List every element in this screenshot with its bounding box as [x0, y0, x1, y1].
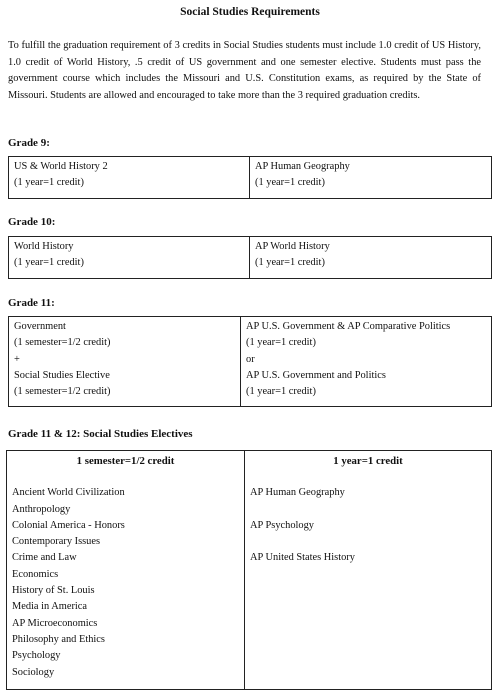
- course-name: AP U.S. Government and Politics: [246, 369, 386, 381]
- grade-10-right-cell: [250, 237, 492, 279]
- list-item: AP United States History: [250, 552, 355, 564]
- course-credit: (1 semester=1/2 credit): [14, 337, 111, 349]
- course-name: Social Studies Elective: [14, 369, 110, 381]
- list-item: Economics: [12, 568, 59, 580]
- list-item: Ancient World Civilization: [12, 487, 125, 499]
- semester-column-header: 1 semester=1/2 credit: [76, 455, 175, 467]
- grade-9-table: [8, 156, 492, 199]
- list-item: Philosophy and Ethics: [12, 633, 105, 645]
- course-credit: (1 year=1 credit): [14, 257, 84, 269]
- course-credit: (1 year=1 credit): [255, 177, 325, 189]
- list-item: AP Microeconomics: [12, 617, 98, 629]
- electives-table: [6, 450, 492, 690]
- course-credit: (1 semester=1/2 credit): [14, 386, 111, 398]
- course-name: US & World History 2: [14, 161, 108, 172]
- course-name: AP U.S. Government & AP Comparative Politics: [246, 321, 451, 332]
- year-column-header: 1 year=1 credit: [333, 455, 403, 467]
- intro-paragraph: To fulfill the graduation requirement of 3 credits in Social Studies students must include 1.0 credit of US History, 1.0 credit of World History, .5 credit of US government and one semester elective. Students must pass the government course which includes the Missouri and U.S. Constitution exams, as required by the State of Missouri. Students are allowed and encouraged to take more than the 3 required graduation credits.: [8, 40, 481, 101]
- grade-11-left-cell: [9, 317, 241, 407]
- year-electives-cell: [245, 451, 492, 690]
- course-credit: (1 year=1 credit): [14, 177, 84, 189]
- grade-9-right-cell: [250, 157, 492, 199]
- list-item: Media in America: [12, 601, 88, 613]
- course-name: AP World History: [255, 241, 330, 252]
- course-credit: (1 year=1 credit): [246, 337, 316, 349]
- list-item: Anthropology: [12, 503, 71, 515]
- list-item: AP Psychology: [250, 519, 314, 531]
- list-item: History of St. Louis: [12, 585, 95, 597]
- course-name: AP Human Geography: [255, 161, 350, 172]
- list-item: Psychology: [12, 650, 61, 662]
- grade-10-table: [8, 236, 492, 279]
- course-name: Government: [14, 321, 66, 332]
- list-item: Crime and Law: [12, 552, 77, 564]
- course-name: World History: [14, 241, 74, 252]
- electives-heading: Grade 11 & 12: Social Studies Electives: [8, 428, 193, 440]
- or-text: or: [246, 353, 255, 365]
- course-credit: (1 year=1 credit): [255, 257, 325, 269]
- page-title: Social Studies Requirements: [180, 6, 320, 18]
- list-item: Contemporary Issues: [12, 536, 101, 548]
- grade-9-left-cell: [9, 157, 250, 199]
- grade-9-heading: Grade 9:: [8, 137, 50, 149]
- grade-10-heading: Grade 10:: [8, 216, 56, 228]
- list-item: Sociology: [12, 666, 55, 678]
- grade-11-right-cell: [241, 317, 492, 407]
- grade-11-heading: Grade 11:: [8, 297, 55, 309]
- grade-10-left-cell: [9, 237, 250, 279]
- list-item: Colonial America - Honors: [12, 519, 125, 531]
- grade-11-table: [8, 316, 492, 407]
- list-item: AP Human Geography: [250, 487, 345, 499]
- semester-electives-cell: [7, 451, 245, 690]
- course-credit: (1 year=1 credit): [246, 386, 316, 398]
- plus-sign: +: [14, 353, 20, 365]
